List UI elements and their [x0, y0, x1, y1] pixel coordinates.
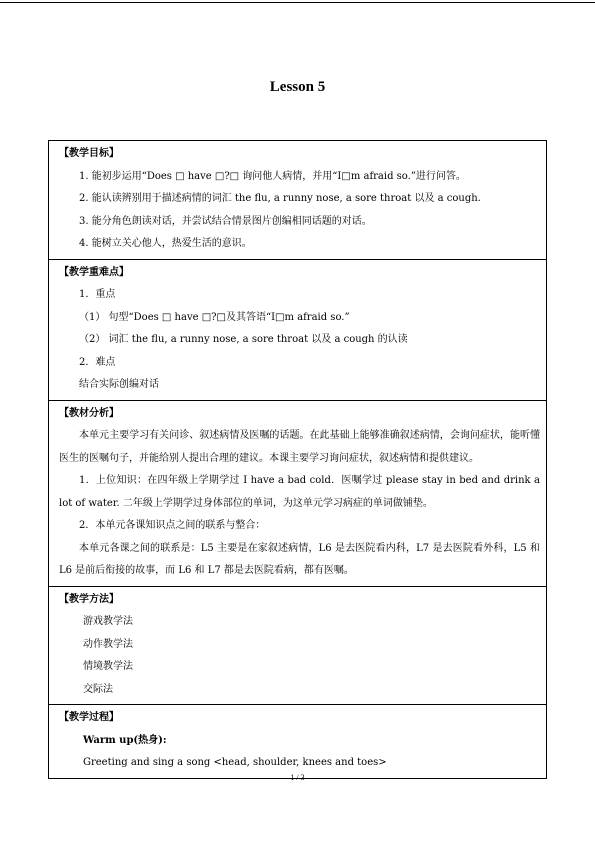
- page-title: Lesson 5: [269, 79, 326, 95]
- analysis-paragraph: 2．本单元各课知识点之间的联系与整合：: [79, 520, 266, 531]
- methods-heading: 【教学方法】: [59, 593, 119, 605]
- key-point-line: （1） 句型“Does □ have □?□及其答语“I□m afraid so.”: [79, 311, 350, 323]
- process-heading: 【教学过程】: [59, 712, 119, 723]
- goal-item: 4. 能树立关心他人，热爱生活的意识。: [79, 238, 252, 249]
- methods-section: [49, 587, 546, 705]
- page-number: 1 / 3: [290, 773, 305, 782]
- lesson-plan-table: [48, 140, 547, 779]
- analysis-paragraph: 本单元各课之间的联系是：L5 主要是在家叙述病情，L6 是去医院看内科，L7 是去医院看外科，L5 和 L6 是前后衔接的故事，而 L6 和 L7 都是去医院看病，都有医嘱。: [59, 542, 540, 576]
- goals-heading: 【教学目标】: [59, 148, 119, 159]
- top-rule: [0, 2, 595, 3]
- key-points-section: [49, 260, 546, 400]
- key-point-line: 2．难点: [79, 356, 116, 368]
- method-item: 游戏教学法: [83, 616, 133, 627]
- key-point-line: 1．重点: [79, 289, 116, 300]
- analysis-heading: 【教材分析】: [59, 407, 119, 419]
- analysis-section: [49, 401, 546, 586]
- analysis-row: [49, 400, 547, 586]
- key-point-line: 结合实际创编对话: [79, 379, 159, 390]
- method-item: 动作教学法: [83, 638, 133, 650]
- analysis-paragraph: 本单元主要学习有关问诊、叙述病情及医嘱的话题。在此基础上能够准确叙述病情，会询问症状，能听懂医生的医嘱句子，并能给别人提出合理的建议。本课主要学习询问症状，叙述病情和提供建议。: [59, 430, 540, 464]
- key-points-heading: 【教学重难点】: [59, 266, 129, 278]
- analysis-paragraph: 1．上位知识：在四年级上学期学过 I have a bad cold．医嘱学过 please stay in bed and drink a lot of water. 二年级上学期学过身体部位的单词，为这单元学习病症的单词做铺垫。: [59, 475, 540, 509]
- key-points-row: [49, 259, 547, 400]
- process-section: [49, 705, 546, 778]
- goal-item: 2. 能认读辨别用于描述病情的词汇 the flu, a runny nose, a sore throat 以及 a cough.: [79, 193, 481, 204]
- goal-item: 3. 能分角色朗读对话，并尝试结合情景图片创编相同话题的对话。: [79, 215, 372, 227]
- methods-row: [49, 586, 547, 705]
- key-point-line: （2） 词汇 the flu, a runny nose, a sore throat 以及 a cough 的认读: [79, 334, 408, 345]
- process-row: [49, 705, 547, 779]
- method-item: 情境教学法: [83, 661, 133, 672]
- warmup-text: Greeting and sing a song <head, shoulder, knees and toes>: [83, 757, 387, 768]
- goals-row: [49, 141, 547, 260]
- goal-item: 1. 能初步运用“Does □ have □?□ 询问他人病情，并用“I□m afraid so.”进行问答。: [79, 170, 466, 182]
- warmup-title: Warm up(热身):: [83, 734, 167, 746]
- goals-section: [49, 141, 546, 259]
- method-item: 交际法: [83, 683, 113, 695]
